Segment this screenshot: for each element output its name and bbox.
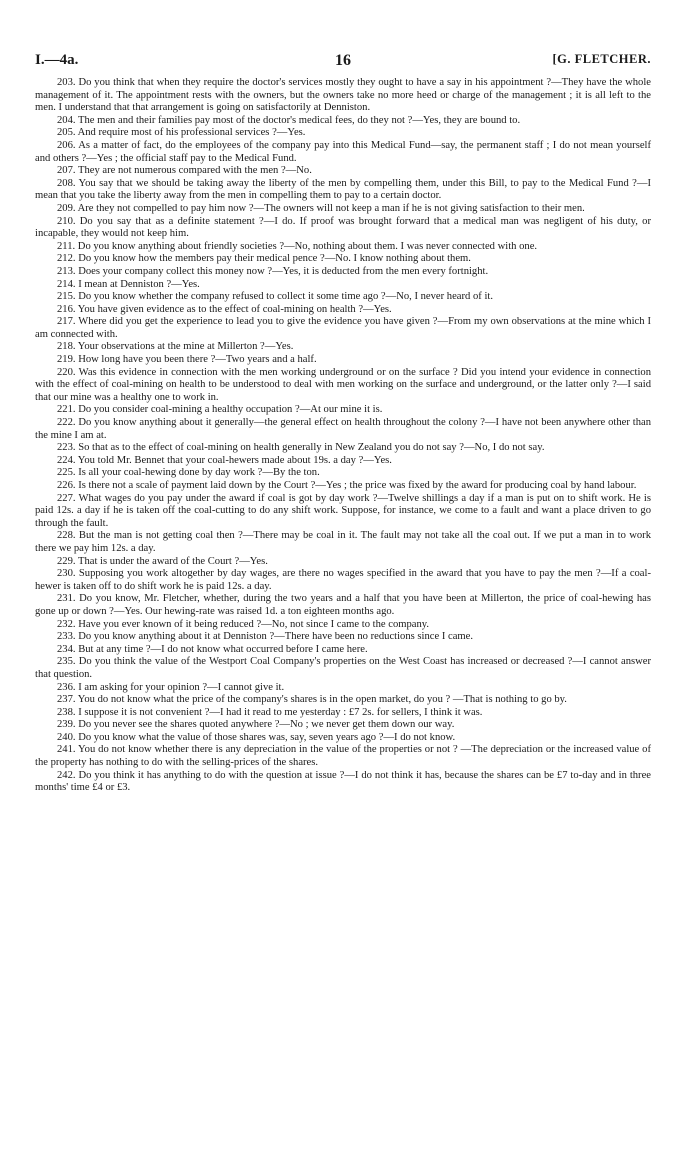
testimony-paragraph: 224. You told Mr. Bennet that your coal-hewers made about 19s. a day ?—Yes. bbox=[57, 454, 392, 466]
testimony-paragraph: 223. So that as to the effect of coal-mining on health generally in New Zealand you do not say ?—No, I do not say. bbox=[57, 442, 545, 454]
document-page bbox=[35, 52, 651, 795]
testimony-paragraph: 236. I am asking for your opinion ?—I cannot give it. bbox=[57, 681, 285, 693]
testimony-paragraph: 234. But at any time ?—I do not know what occurred before I came here. bbox=[57, 643, 368, 655]
testimony-paragraph: 228. But the man is not getting coal then ?—There may be coal in it. The fault may not take all the coal out. If we put a man in to work there we pay him 12s. a day. bbox=[35, 530, 651, 554]
testimony-paragraph: 225. Is all your coal-hewing done by day work ?—By the ton. bbox=[57, 467, 320, 479]
testimony-paragraph: 211. Do you know anything about friendly societies ?—No, nothing about them. I was never connected with one. bbox=[57, 240, 538, 252]
testimony-paragraph: 222. Do you know anything about it generally—the general effect on health throughout the colony ?—I have not been anywhere other than the mine I am at. bbox=[35, 417, 651, 441]
document-reference: I.—4a. bbox=[35, 52, 79, 68]
testimony-paragraph: 217. Where did you get the experience to lead you to give the evidence you have given ?—From my own observations at the mine which I am connected with. bbox=[35, 316, 651, 340]
testimony-paragraph: 215. Do you know whether the company refused to collect it some time ago ?—No, I never heard of it. bbox=[57, 291, 493, 303]
testimony-paragraph: 208. You say that we should be taking away the liberty of the men by compelling them, under this Bill, to pay to the Medical Fund ?—I mean that you take the liberty away from the men in compelling them to pay to a certain doctor. bbox=[35, 177, 651, 202]
testimony-paragraph: 237. You do not know what the price of the company's shares is in the open market, do you ? —That is nothing to go by. bbox=[57, 694, 567, 706]
testimony-paragraph: 242. Do you think it has anything to do with the question at issue ?—I do not think it has, because the shares can be £7 to-day and in three months' time £4 or £3. bbox=[35, 769, 651, 794]
testimony-paragraph: 213. Does your company collect this money now ?—Yes, it is deducted from the men every fortnight. bbox=[57, 265, 489, 277]
testimony-paragraph: 203. Do you think that when they require the doctor's services mostly they ought to have a say in his appointment ?—They have the whole management of it. The appointment rests with the owners, but the owners take no more heed or charge of the management ; it is all left to the men. I understand that that arrangement is going on satisfactorily at Denniston. bbox=[35, 77, 651, 114]
testimony-paragraph: 214. I mean at Denniston ?—Yes. bbox=[57, 278, 200, 290]
testimony-paragraph: 231. Do you know, Mr. Fletcher, whether, during the two years and a half that you have been at Millerton, the price of coal-hewing has gone up or down ?—Yes. Our hewing-rate was raised 1d. a ton eighteen months ago. bbox=[35, 593, 651, 617]
testimony-paragraph: 220. Was this evidence in connection with the men working underground or on the surface ? Did you intend your evidence in connection with the effect of coal-mining on health to be understood to deal with men working on the surface and underground, or the latter only ?—I said that our mine was a healthy one to work in. bbox=[35, 366, 651, 403]
testimony-paragraph: 235. Do you think the value of the Westport Coal Company's properties on the West Coast has increased or decreased ?—I cannot answer that question. bbox=[35, 656, 651, 680]
testimony-paragraph: 221. Do you consider coal-mining a healthy occupation ?—At our mine it is. bbox=[57, 404, 383, 416]
testimony-paragraph: 205. And require most of his professional services ?—Yes. bbox=[57, 127, 306, 139]
page-header bbox=[35, 52, 651, 74]
testimony-paragraph: 227. What wages do you pay under the award if coal is got by day work ?—Twelve shillings a day if a man is put on to shift work. He is paid 12s. a day if he is taken off the coal-cutting to do any shift work. Suppose, for instance, we come to a fault and want a place driven to go through the fault. bbox=[35, 492, 651, 529]
testimony-paragraph: 229. That is under the award of the Court ?—Yes. bbox=[57, 555, 268, 567]
testimony-body bbox=[35, 77, 651, 795]
testimony-paragraph: 233. Do you know anything about it at Denniston ?—There have been no reductions since I came. bbox=[57, 631, 473, 643]
testimony-paragraph: 206. As a matter of fact, do the employees of the company pay into this Medical Fund—say, the permanent staff ; I do not mean yourself and others ?—Yes ; the official staff pay to the Medical Fund. bbox=[35, 139, 651, 164]
testimony-paragraph: 240. Do you know what the value of those shares was, say, seven years ago ?—I do not know. bbox=[57, 731, 456, 743]
testimony-paragraph: 210. Do you say that as a definite statement ?—I do. If proof was brought forward that a medical man was negligent of his duty, or incapable, they would not keep him. bbox=[35, 215, 651, 240]
testimony-paragraph: 230. Supposing you work altogether by day wages, are there no wages specified in the award that you have to pay the men ?—If a coal-hewer is taken off to do shift work he is paid 12s. a day. bbox=[35, 568, 651, 592]
testimony-paragraph: 232. Have you ever known of it being reduced ?—No, not since I came to the company. bbox=[57, 618, 430, 630]
testimony-paragraph: 209. Are they not compelled to pay him now ?—The owners will not keep a man if he is not giving satisfaction to their men. bbox=[57, 202, 585, 214]
testimony-paragraph: 219. How long have you been there ?—Two years and a half. bbox=[57, 354, 317, 366]
testimony-paragraph: 239. Do you never see the shares quoted anywhere ?—No ; we never get them down our way. bbox=[57, 719, 455, 731]
testimony-paragraph: 218. Your observations at the mine at Millerton ?—Yes. bbox=[57, 341, 294, 353]
page-number: 16 bbox=[335, 52, 351, 69]
testimony-paragraph: 241. You do not know whether there is any depreciation in the value of the properties or not ? —The depreciation or the increased value of the property has nothing to do with the selling-prices of the shares. bbox=[35, 744, 651, 769]
testimony-paragraph: 216. You have given evidence as to the effect of coal-mining on health ?—Yes. bbox=[57, 303, 392, 315]
testimony-paragraph: 226. Is there not a scale of payment laid down by the Court ?—Yes ; the price was fixed by the award for producing coal by hand labour. bbox=[57, 480, 637, 491]
testimony-paragraph: 204. The men and their families pay most of the doctor's medical fees, do they not ?—Yes, they are bound to. bbox=[57, 114, 521, 126]
testimony-paragraph: 238. I suppose it is not convenient ?—I had it read to me yesterday : £7 2s. for sellers, I think it was. bbox=[57, 706, 483, 718]
testimony-paragraph: 207. They are not numerous compared with the men ?—No. bbox=[57, 165, 312, 177]
witness-name: [G. FLETCHER. bbox=[552, 52, 651, 66]
testimony-paragraph: 212. Do you know how the members pay their medical pence ?—No. I know nothing about them. bbox=[57, 253, 471, 265]
